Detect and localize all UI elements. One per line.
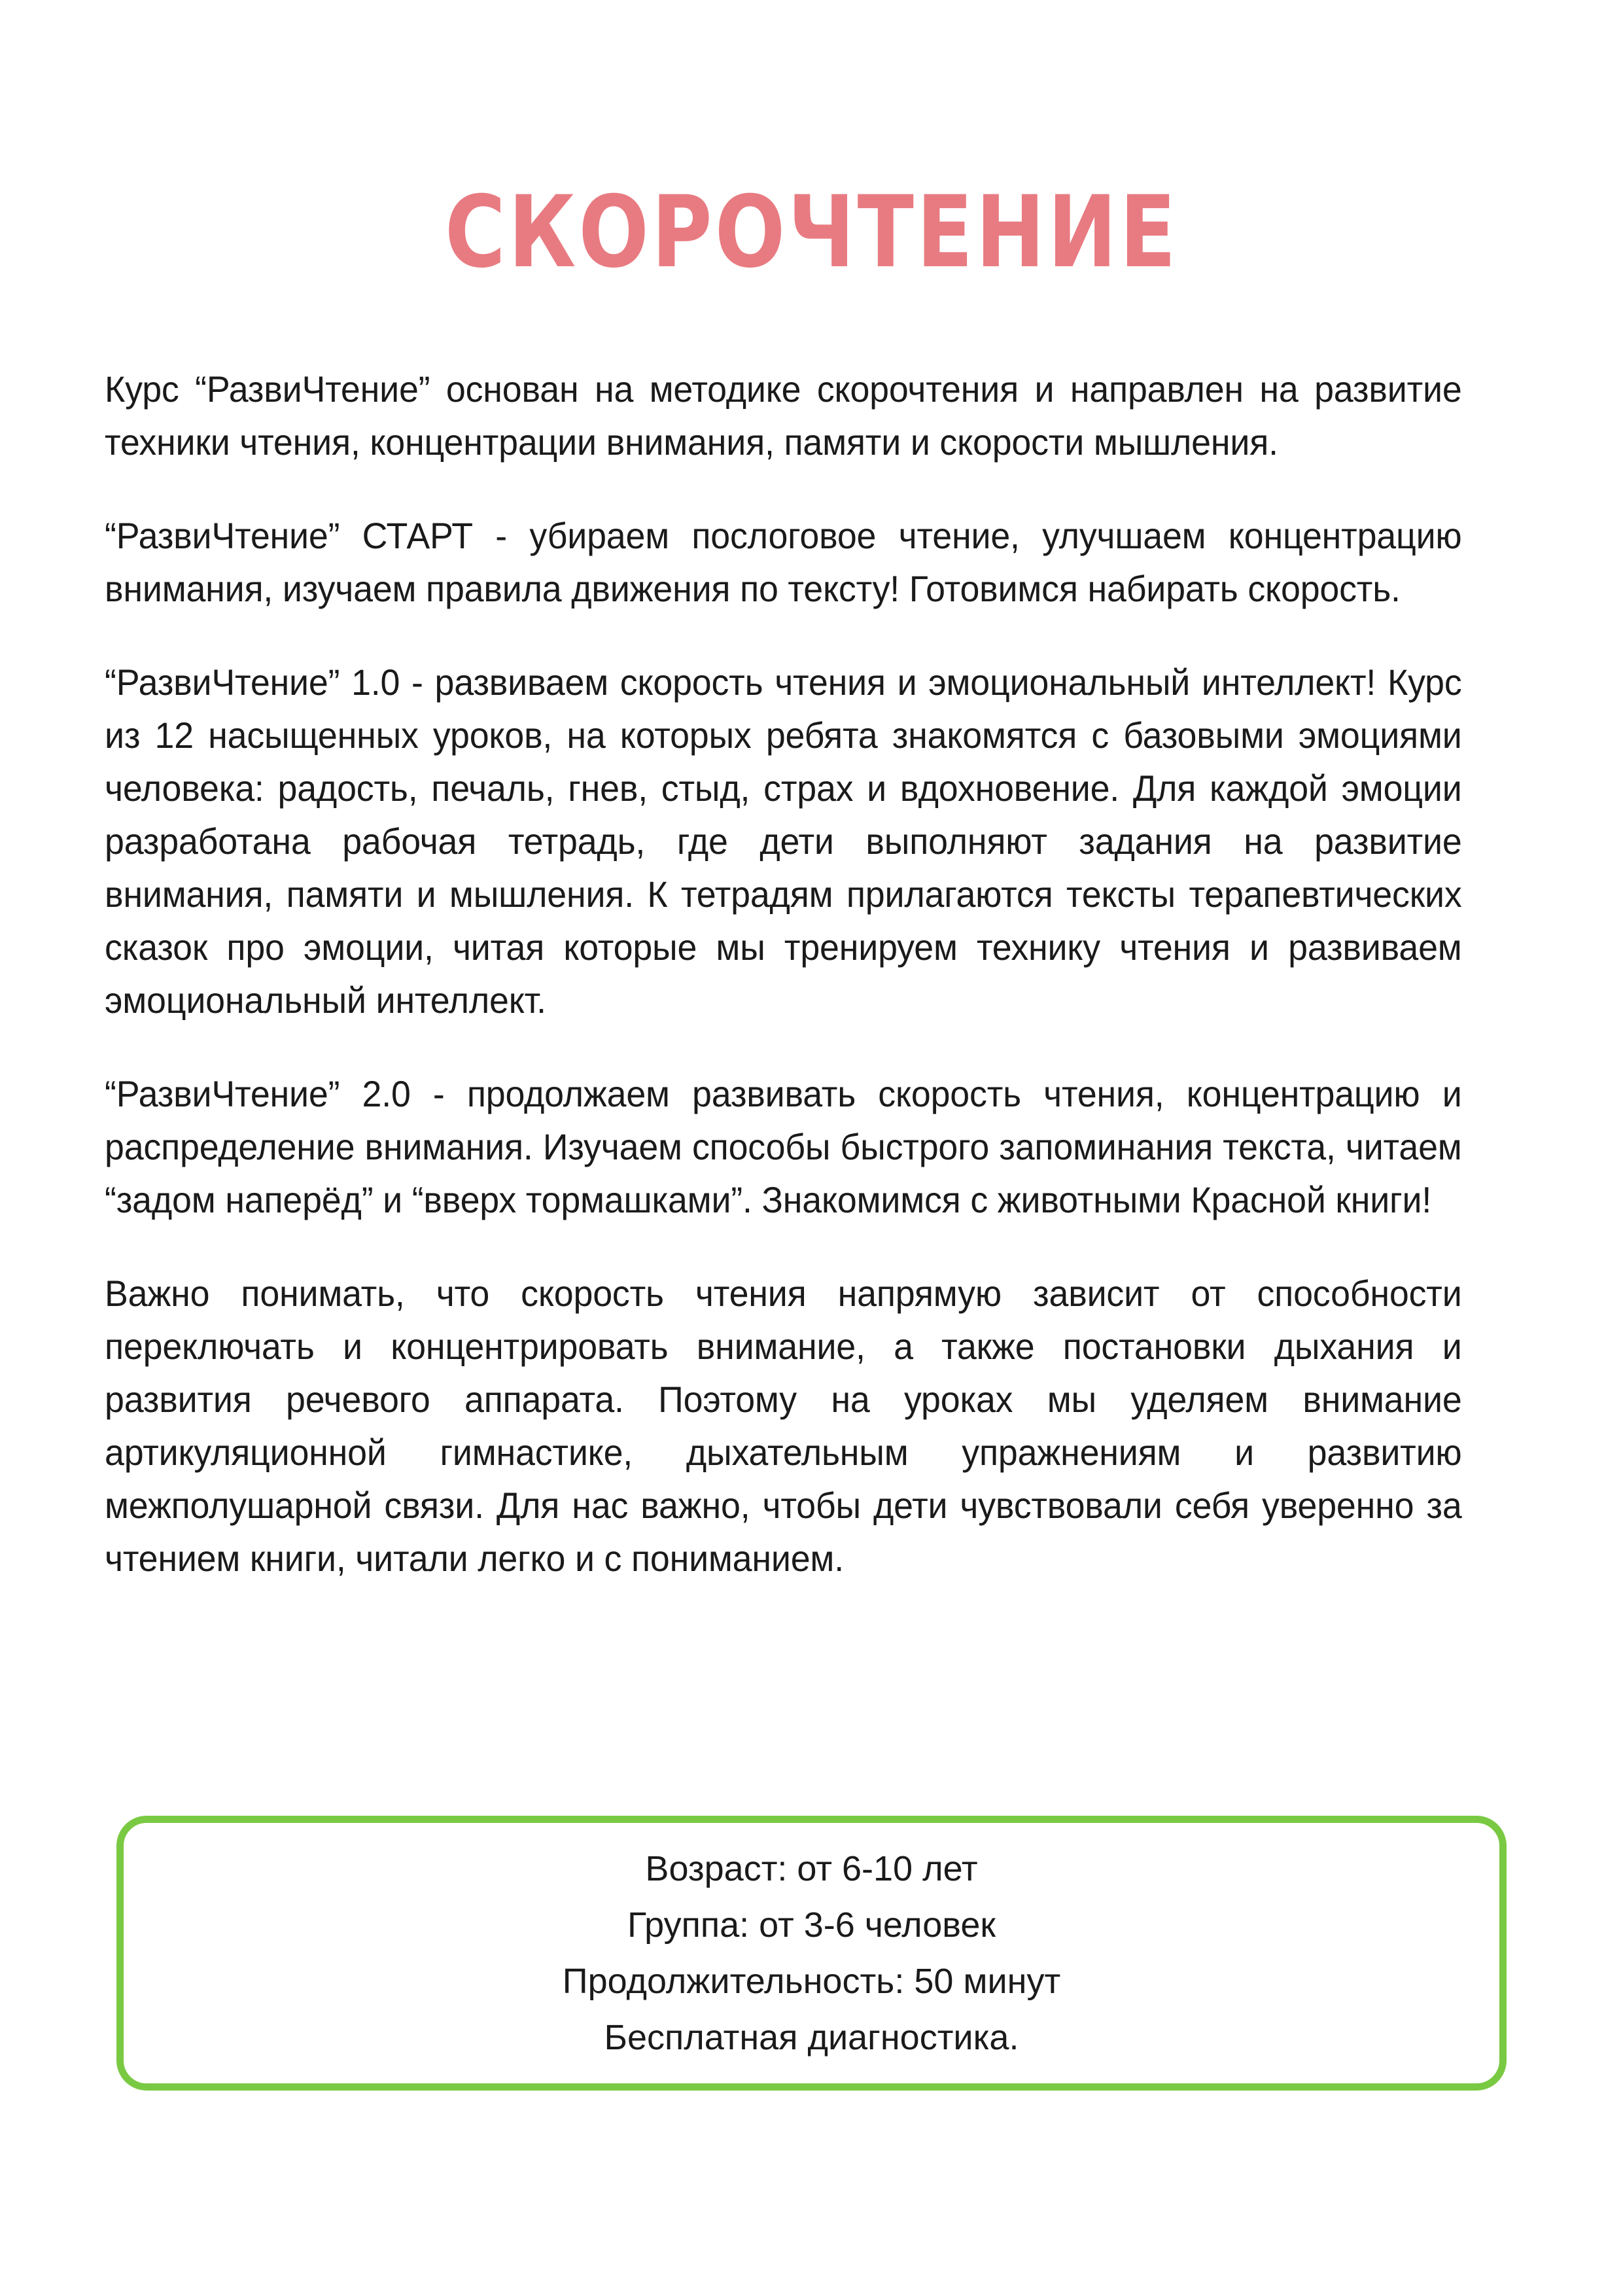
paragraph-importance: Важно понимать, что скорость чтения напрямую зависит от способности переключать и концентрировать внимание, а также постановки дыхания и развития речевого аппарата. Поэтому на уроках мы уделяем внимание артикуляционной гимнастике, дыхательным упражнениям и развитию межполушарной связи. Для нас важно, чтобы дети чувствовали себя уверенно за чтением книги, читали легко и с пониманием. bbox=[105, 1273, 1462, 1579]
info-line-age: Возраст: от 6-10 лет bbox=[645, 1849, 978, 1888]
page-title: СКОРОЧТЕНИЕ bbox=[444, 175, 1179, 291]
paragraph-intro: Курс “РазвиЧтение” основан на методике скорочтения и направлен на развитие техники чтения, концентрации внимания, памяти и скорости мышления. bbox=[105, 368, 1462, 463]
paragraph-level-1-0: “РазвиЧтение” 1.0 - развиваем скорость чтения и эмоциональный интеллект! Курс из 12 насыщенных уроков, на которых ребята знакомятся с базовыми эмоциями человека: радость, печаль, гнев, стыд, страх и вдохновение. Для каждой эмоции разработана рабочая тетрадь, где дети выполняют задания на развитие внимания, памяти и мышления. К тетрадям прилагаются тексты терапевтических сказок про эмоции, читая которые мы тренируем технику чтения и развиваем эмоциональный интеллект. bbox=[105, 662, 1462, 1021]
title-section bbox=[105, 0, 1518, 291]
info-line-duration: Продолжительность: 50 минут bbox=[562, 1962, 1061, 2001]
info-line-group: Группа: от 3-6 человек bbox=[627, 1905, 996, 1945]
paragraph-start: “РазвиЧтение” СТАРТ - убираем послоговое чтение, улучшаем концентрацию внимания, изучаем правила движения по тексту! Готовимся набирать скорость. bbox=[105, 515, 1462, 609]
body-content bbox=[105, 362, 1518, 1585]
info-line-free-diagnostics: Бесплатная диагностика. bbox=[604, 2018, 1019, 2057]
course-details-box bbox=[116, 1816, 1507, 2091]
paragraph-level-2-0: “РазвиЧтение” 2.0 - продолжаем развивать скорость чтения, концентрацию и распределение внимания. Изучаем способы быстрого запоминания текста, читаем “задом наперёд” и “вверх тормашками”. Знакомимся с животными Красной книги! bbox=[105, 1073, 1462, 1220]
